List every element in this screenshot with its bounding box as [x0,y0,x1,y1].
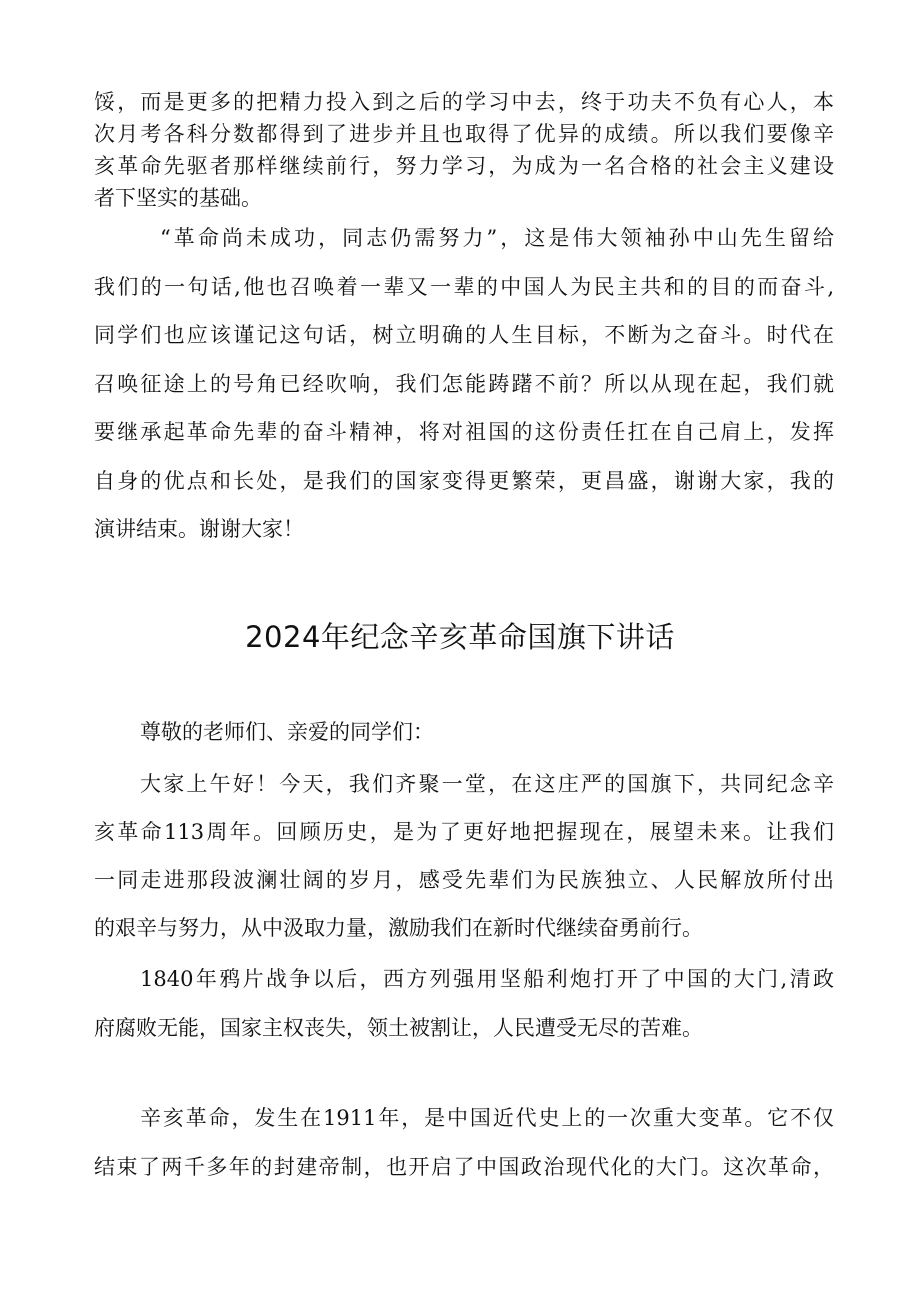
revolution-paragraph [94,1094,834,1192]
greeting-paragraph [94,760,834,952]
closing-paragraph [94,214,834,554]
paragraph-line: 次月考各科分数都得到了进步并且也取得了优异的成绩。所以我们要像辛 [94,122,834,146]
paragraph-line: 要继承起革命先辈的奋斗精神，将对祖国的这份责任扛在自己肩上，发挥 [94,420,834,444]
paragraph-line: 演讲结束。谢谢大家！ [94,517,304,541]
history-paragraph [94,955,834,1053]
paragraph-line: 一同走进那段波澜壮阔的岁月，感受先辈们为民族独立、人民解放所付出 [94,868,834,892]
paragraph-line: 亥革命113周年。回顾历史，是为了更好地把握现在，展望未来。让我们 [94,820,834,844]
paragraph-line: 我们的一句话,他也召唤着一辈又一辈的中国人为民主共和的目的而奋斗, [94,274,834,299]
paragraph-line: “革命尚未成功，同志仍需努力”，这是伟大领袖孙中山先生留给 [160,226,834,250]
salutation-text: 尊敬的老师们、亲爱的同学们： [140,720,434,744]
paragraph-line: 结束了两千多年的封建帝制，也开启了中国政治现代化的大门。这次革命， [94,1155,834,1179]
speech-title: 2024年纪念辛亥革命国旗下讲话 [245,620,675,654]
paragraph-line: 馁，而是更多的把精力投入到之后的学习中去，终于功夫不负有心人，本 [94,90,834,114]
paragraph-line: 府腐败无能，国家主权丧失，领土被割让，人民遭受无尽的苦难。 [94,1016,703,1040]
salutation [94,716,834,748]
paragraph-line: 1840年鸦片战争以后，西方列强用坚船利炮打开了中国的大门,清政 [140,967,834,991]
paragraph-line: 者下坚实的基础。 [94,186,262,210]
paragraph-line: 自身的优点和长处，是我们的国家变得更繁荣，更昌盛，谢谢大家，我的 [94,468,834,493]
paragraph-line: 同学们也应该谨记这句话，树立明确的人生目标，不断为之奋斗。时代在 [94,323,834,347]
paragraph-line: 亥革命先驱者那样继续前行，努力学习，为成为一名合格的社会主义建设 [94,154,834,178]
paragraph-line: 辛亥革命，发生在1911年，是中国近代史上的一次重大变革。它不仅 [140,1106,834,1130]
paragraph-line: 大家上午好！今天，我们齐聚一堂，在这庄严的国旗下，共同纪念辛 [140,772,834,796]
continuation-paragraph [94,86,834,214]
paragraph-line: 召唤征途上的号角已经吹响，我们怎能踌躇不前？所以从现在起，我们就 [94,371,834,396]
paragraph-line: 的艰辛与努力，从中汲取力量，激励我们在新时代继续奋勇前行。 [94,916,703,940]
